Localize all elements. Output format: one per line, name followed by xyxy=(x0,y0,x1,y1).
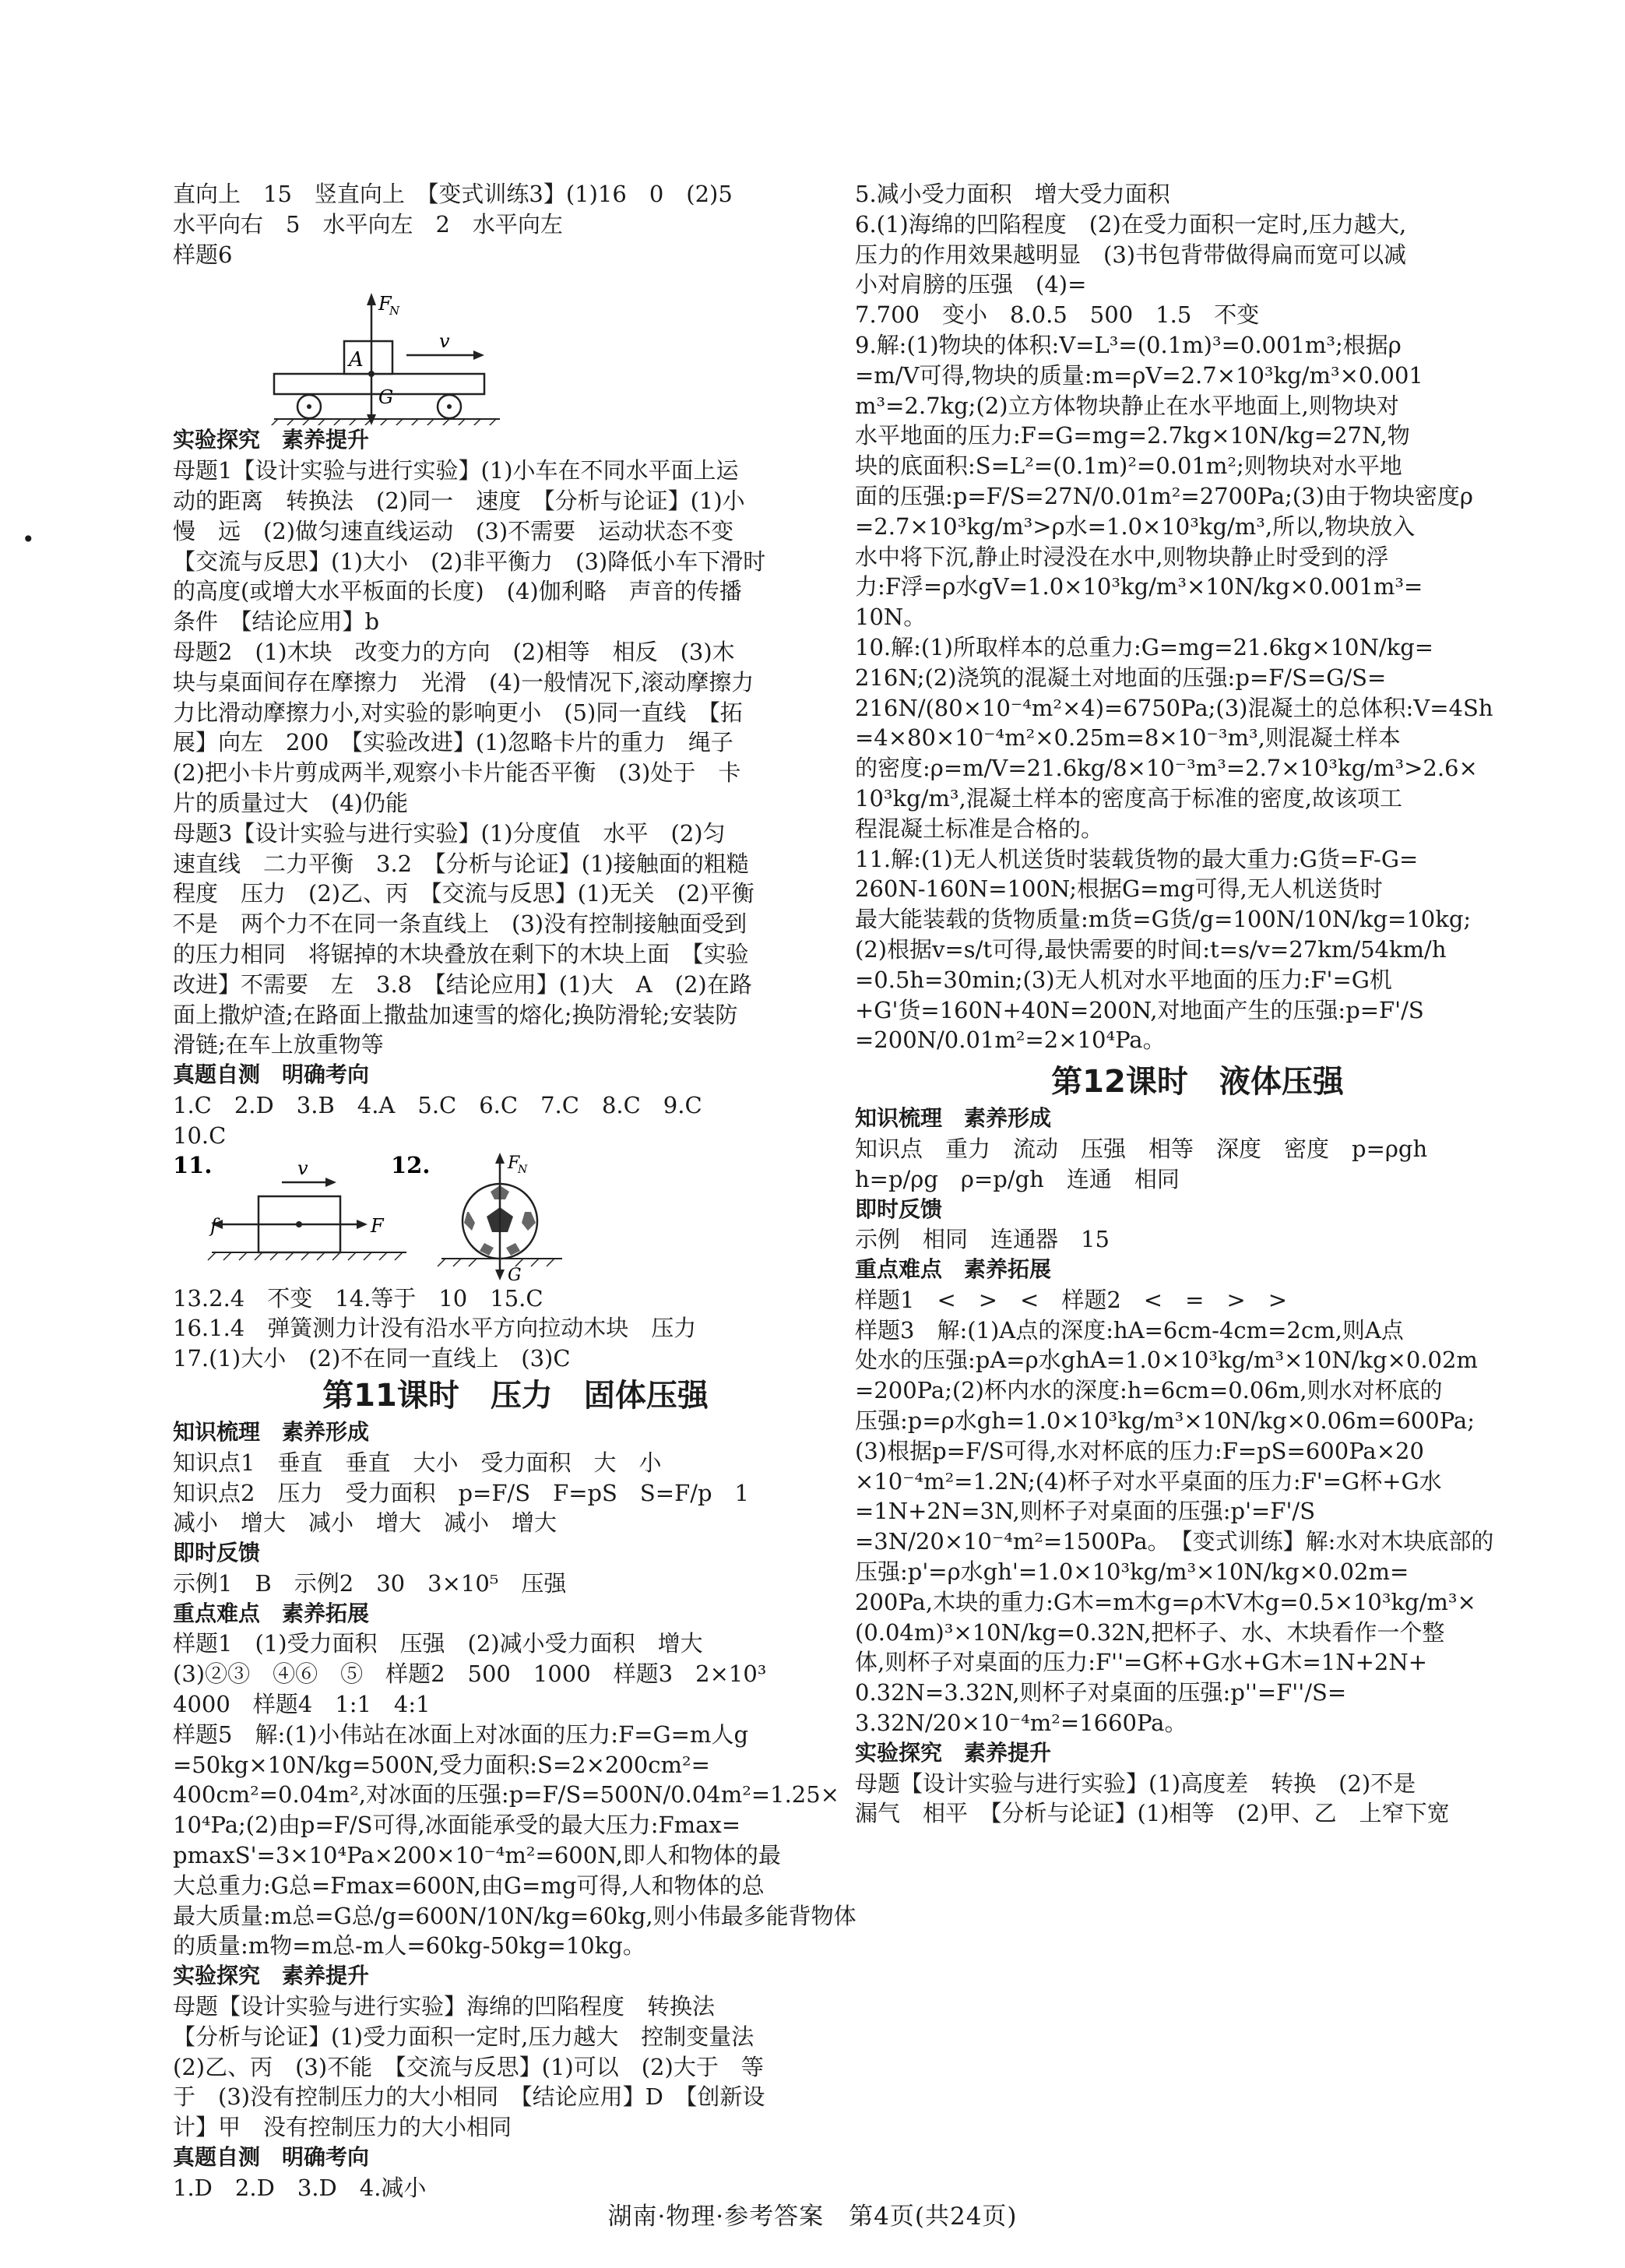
text-line: 4000 样题4 1:1 4:1 xyxy=(173,1691,431,1718)
text-line: 10.C xyxy=(173,1122,227,1149)
label-v: v xyxy=(439,330,450,353)
text-line: (2)根据v=s/t可得,最快需要的时间:t=s/v=27km/54km/h xyxy=(855,935,1447,963)
text-line: 知识点2 压力 受力面积 p=F/S F=pS S=F/p 1 xyxy=(173,1479,749,1506)
text-line: 即时反馈 xyxy=(855,1196,943,1222)
text-line: 母题2 (1)木块 改变力的方向 (2)相等 相反 (3)木 xyxy=(173,638,735,665)
q11-number: 11. xyxy=(173,1151,213,1178)
right-block-a xyxy=(855,179,1540,1055)
text-line: 最大质量:m总=G总/g=600N/10N/kg=60kg,则小伟最多能背物体 xyxy=(173,1902,856,1929)
text-line: 展】向左 200 【实验改进】(1)忽略卡片的重力 绳子 xyxy=(173,729,733,756)
text-line: 于 (3)没有控制压力的大小相同 【结论应用】D 【创新设 xyxy=(173,2083,765,2111)
text-line: (0.04m)³×10N/kg=0.32N,把杯子、水、木块看作一个整 xyxy=(855,1618,1445,1646)
text-line: 216N/(80×10⁻⁴m²×4)=6750Pa;(3)混凝土的总体积:V=4Sh xyxy=(855,694,1493,721)
text-line: 示例1 B 示例2 30 3×10⁵ 压强 xyxy=(173,1569,567,1597)
text-line: =1N+2N=3N,则杯子对桌面的压强:p'=F'/S xyxy=(855,1498,1316,1525)
text-line: 压力的作用效果越明显 (3)书包背带做得扁而宽可以减 xyxy=(855,241,1407,268)
text-line: =2.7×10³kg/m³>ρ水=1.0×10³kg/m³,所以,物块放入 xyxy=(855,512,1416,540)
chapter-11-title: 第11课时 压力 固体压强 xyxy=(322,1377,709,1414)
text-line: 9.解:(1)物块的体积:V=L³=(0.1m)³=0.001m³;根据ρ xyxy=(855,331,1402,358)
text-line: 大总重力:G总=Fmax=600N,由G=mg可得,人和物体的总 xyxy=(173,1872,765,1899)
text-line: 直向上 15 竖直向上 【变式训练3】(1)16 0 (2)5 xyxy=(173,181,733,207)
q12-number: 12. xyxy=(391,1151,431,1178)
text-line: 减小 增大 减小 增大 减小 增大 xyxy=(173,1509,557,1537)
text-line: 体,则杯子对桌面的压力:F''=G杯+G水+G木=1N+2N+ xyxy=(855,1649,1427,1676)
text-line: 力:F浮=ρ水gV=1.0×10³kg/m³×10N/kg×0.001m³= xyxy=(855,573,1423,600)
text-line: =3N/20×10⁻⁴m²=1500Pa。 【变式训练】解:水对木块底部的 xyxy=(855,1528,1494,1555)
text-line: 10.解:(1)所取样本的总重力:G=mg=21.6kg×10N/kg= xyxy=(855,633,1434,660)
text-line: pmaxS'=3×10⁴Pa×200×10⁻⁴m²=600N,即人和物体的最 xyxy=(173,1842,781,1869)
left-block-c xyxy=(173,1284,858,1374)
text-line: 知识点 重力 流动 压强 相等 深度 密度 p=ρgh xyxy=(855,1135,1428,1162)
text-line: (3)②③ ④⑥ ⑤ 样题2 500 1000 样题3 2×10³ xyxy=(173,1660,767,1688)
q11-v: v xyxy=(297,1157,308,1179)
text-line: 的高度(或增大水平板面的长度) (4)伽利略 声音的传播 xyxy=(173,578,742,605)
text-line: 面上撒炉渣;在路面上撒盐加速雪的熔化;换防滑轮;安装防 xyxy=(173,1001,738,1028)
text-line: ×10⁻⁴m²=1.2N;(4)杯子对水平桌面的压力:F'=G杯+G水 xyxy=(855,1467,1442,1495)
text-line: 水中将下沉,静止时浸没在水中,则物块静止时受到的浮 xyxy=(855,543,1389,570)
text-line: 程混凝土标准是合格的。 xyxy=(855,815,1104,842)
text-line: 母题1【设计实验与进行实验】(1)小车在不同水平面上运 xyxy=(173,457,739,484)
text-line: 17.(1)大小 (2)不在同一直线上 (3)C xyxy=(173,1345,571,1372)
text-line: +G'货=160N+40N=200N,对地面产生的压强:p=F'/S xyxy=(855,996,1424,1023)
text-line: =4×80×10⁻⁴m²×0.25m=8×10⁻³m³,则混凝土样本 xyxy=(855,724,1401,752)
figure-sample6 xyxy=(173,269,858,425)
text-line: 即时反馈 xyxy=(173,1540,261,1566)
text-line: 样题6 xyxy=(173,241,233,268)
left-block-b xyxy=(173,425,858,1150)
text-line: 程度 压力 (2)乙、丙 【交流与反思】(1)无关 (2)平衡 xyxy=(173,880,754,907)
force-diagrams xyxy=(173,1151,858,1284)
text-line: 慢 远 (2)做匀速直线运动 (3)不需要 运动状态不变 xyxy=(173,517,734,544)
text-line: 力比滑动摩擦力小,对实验的影响更小 (5)同一直线 【拓 xyxy=(173,699,743,726)
text-line: 计】甲 没有控制压力的大小相同 xyxy=(173,2114,512,2141)
left-block-d xyxy=(173,1418,858,2203)
q12-g: G xyxy=(508,1265,522,1284)
figure-q11-q12 xyxy=(173,1151,858,1284)
text-line: 7.700 变小 8.0.5 500 1.5 不变 xyxy=(855,301,1260,329)
label-g: G xyxy=(378,386,394,409)
text-line: (2)把小卡片剪成两半,观察小卡片能否平衡 (3)处于 卡 xyxy=(173,759,741,787)
text-line: 【交流与反思】(1)大小 (2)非平衡力 (3)降低小车下滑时 xyxy=(173,548,766,575)
text-line: 真题自测 明确考向 xyxy=(173,1062,370,1088)
text-line: 面的压强:p=F/S=27N/0.01m²=2700Pa;(3)由于物块密度ρ xyxy=(855,482,1473,509)
text-line: =200N/0.01m²=2×10⁴Pa。 xyxy=(855,1027,1166,1054)
text-line: 母题【设计实验与进行实验】(1)高度差 转换 (2)不是 xyxy=(855,1770,1416,1797)
text-line: 母题【设计实验与进行实验】海绵的凹陷程度 转换法 xyxy=(173,1993,716,2020)
text-line: 水平地面的压力:F=G=mg=2.7kg×10N/kg=27N,物 xyxy=(855,422,1410,449)
text-line: m³=2.7kg;(2)立方体物块静止在水平地面上,则物块对 xyxy=(855,392,1399,419)
page-footer: 湖南·物理·参考答案 第4页(共24页) xyxy=(607,2203,1018,2231)
text-line: 压强:p'=ρ水gh'=1.0×10³kg/m³×10N/kg×0.02m= xyxy=(855,1558,1409,1586)
text-line: 5.减小受力面积 增大受力面积 xyxy=(855,181,1170,207)
text-line: 最大能装载的货物质量:m货=G货/g=100N/10N/kg=10kg; xyxy=(855,906,1472,933)
text-line: 改进】不需要 左 3.8 【结论应用】(1)大 A (2)在路 xyxy=(173,970,752,998)
text-line: 的质量:m物=m总-m人=60kg-50kg=10kg。 xyxy=(173,1932,645,1960)
text-line: 速直线 二力平衡 3.2 【分析与论证】(1)接触面的粗糙 xyxy=(173,850,749,877)
text-line: 实验探究 素养提升 xyxy=(173,427,370,453)
label-a: A xyxy=(349,348,364,372)
text-line: 【分析与论证】(1)受力面积一定时,压力越大 控制变量法 xyxy=(173,2023,754,2050)
label-fn: F xyxy=(378,293,392,315)
text-line: 压强:p=ρ水gh=1.0×10³kg/m³×10N/kg×0.06m=600Pa; xyxy=(855,1407,1475,1435)
text-line: 实验探究 素养提升 xyxy=(855,1739,1052,1766)
text-line: 0.32N=3.32N,则杯子对桌面的压强:p''=F''/S= xyxy=(855,1679,1347,1706)
text-line: 10N。 xyxy=(855,604,927,631)
text-line: 知识梳理 素养形成 xyxy=(173,1418,370,1445)
right-column xyxy=(855,179,1540,1829)
text-line: 实验探究 素养提升 xyxy=(173,1963,370,1989)
text-line: =m/V可得,物块的质量:m=ρV=2.7×10³kg/m³×0.001 xyxy=(855,361,1423,389)
text-line: 动的距离 转换法 (2)同一 速度 【分析与论证】(1)小 xyxy=(173,487,745,514)
text-line: 块与桌面间存在摩擦力 光滑 (4)一般情况下,滚动摩擦力 xyxy=(173,668,754,696)
text-line: 示例 相同 连通器 15 xyxy=(855,1226,1110,1253)
text-line: 200Pa,木块的重力:G木=m木g=ρ木V木g=0.5×10³kg/m³× xyxy=(855,1588,1476,1615)
text-line: 10³kg/m³,混凝土样本的密度高于标准的密度,故该项工 xyxy=(855,784,1402,812)
margin-dot: • xyxy=(22,526,35,552)
text-line: 1.C 2.D 3.B 4.A 5.C 6.C 7.C 8.C 9.C xyxy=(173,1091,702,1118)
q12-fn: F xyxy=(508,1153,520,1173)
text-line: 母题3【设计实验与进行实验】(1)分度值 水平 (2)匀 xyxy=(173,819,726,847)
text-line: 处水的压强:pA=ρ水ghA=1.0×10³kg/m³×10N/kg×0.02m xyxy=(855,1347,1478,1374)
text-line: 1.D 2.D 3.D 4.减小 xyxy=(173,2174,427,2201)
text-line: 400cm²=0.04m²,对冰面的压强:p=F/S=500N/0.04m²=1.25× xyxy=(173,1781,839,1808)
text-line: 块的底面积:S=L²=(0.1m)²=0.01m²;则物块对水平地 xyxy=(855,453,1402,480)
text-line: 重点难点 素养拓展 xyxy=(855,1256,1052,1283)
text-line: 260N-160N=100N;根据G=mg可得,无人机送货时 xyxy=(855,875,1383,903)
cart-diagram xyxy=(173,269,858,425)
text-line: 11.解:(1)无人机送货时装载货物的最大重力:G货=F-G= xyxy=(855,845,1419,872)
text-line: 3.32N/20×10⁻⁴m²=1660Pa。 xyxy=(855,1710,1187,1737)
text-line: 不是 两个力不在同一条直线上 (3)没有控制接触面受到 xyxy=(173,910,747,938)
text-line: 知识点1 垂直 垂直 大小 受力面积 大 小 xyxy=(173,1449,662,1476)
right-block-b xyxy=(855,1104,1540,1829)
text-line: =200Pa;(2)杯内水的深度:h=6cm=0.06m,则水对杯底的 xyxy=(855,1377,1443,1404)
label-fn-sub: N xyxy=(389,304,400,319)
text-line: 水平向右 5 水平向左 2 水平向左 xyxy=(173,210,563,238)
q11-f: f xyxy=(210,1214,217,1237)
text-line: 样题5 解:(1)小伟站在冰面上对冰面的压力:F=G=m人g xyxy=(173,1720,749,1748)
text-line: 条件 【结论应用】b xyxy=(173,608,380,636)
text-line: 16.1.4 弹簧测力计没有沿水平方向拉动木块 压力 xyxy=(173,1315,697,1342)
text-line: 滑链;在车上放重物等 xyxy=(173,1031,384,1058)
chapter-12-title: 第12课时 液体压强 xyxy=(1051,1064,1344,1101)
text-line: 的压力相同 将锯掉的木块叠放在剩下的木块上面 【实验 xyxy=(173,940,749,967)
left-block-a xyxy=(173,179,858,269)
text-line: =50kg×10N/kg=500N,受力面积:S=2×200cm²= xyxy=(173,1751,710,1778)
text-line: =0.5h=30min;(3)无人机对水平地面的压力:F'=G机 xyxy=(855,966,1392,993)
text-line: h=p/ρg ρ=p/gh 连通 相同 xyxy=(855,1165,1180,1192)
text-line: 6.(1)海绵的凹陷程度 (2)在受力面积一定时,压力越大, xyxy=(855,210,1407,238)
text-line: 小对肩膀的压强 (4)= xyxy=(855,271,1087,298)
text-line: 重点难点 素养拓展 xyxy=(173,1600,370,1626)
text-line: 的密度:ρ=m/V=21.6kg/8×10⁻³m³=2.7×10³kg/m³>2.6× xyxy=(855,755,1478,782)
text-line: 10⁴Pa;(2)由p=F/S可得,冰面能承受的最大压力:Fmax= xyxy=(173,1812,741,1839)
text-line: 样题1 < > < 样题2 < = > > xyxy=(855,1286,1287,1313)
text-line: 真题自测 明确考向 xyxy=(173,2144,370,2171)
text-line: 216N;(2)浇筑的混凝土对地面的压强:p=F/S=G/S= xyxy=(855,664,1387,691)
text-line: (2)乙、丙 (3)不能 【交流与反思】(1)可以 (2)大于 等 xyxy=(173,2053,764,2080)
text-line: 样题3 解:(1)A点的深度:hA=6cm-4cm=2cm,则A点 xyxy=(855,1316,1404,1344)
q12-fn-sub: N xyxy=(518,1163,528,1176)
text-line: 13.2.4 不变 14.等于 10 15.C xyxy=(173,1284,543,1312)
text-line: 片的质量过大 (4)仍能 xyxy=(173,789,409,816)
q11-bigf: F xyxy=(371,1214,384,1237)
text-line: 样题1 (1)受力面积 压强 (2)减小受力面积 增大 xyxy=(173,1630,703,1657)
text-line: 知识梳理 素养形成 xyxy=(855,1105,1052,1132)
text-line: (3)根据p=F/S可得,水对杯底的压力:F=pS=600Pa×20 xyxy=(855,1437,1424,1464)
left-column xyxy=(173,179,858,2203)
text-line: 漏气 相平 【分析与论证】(1)相等 (2)甲、乙 上窄下宽 xyxy=(855,1800,1450,1827)
